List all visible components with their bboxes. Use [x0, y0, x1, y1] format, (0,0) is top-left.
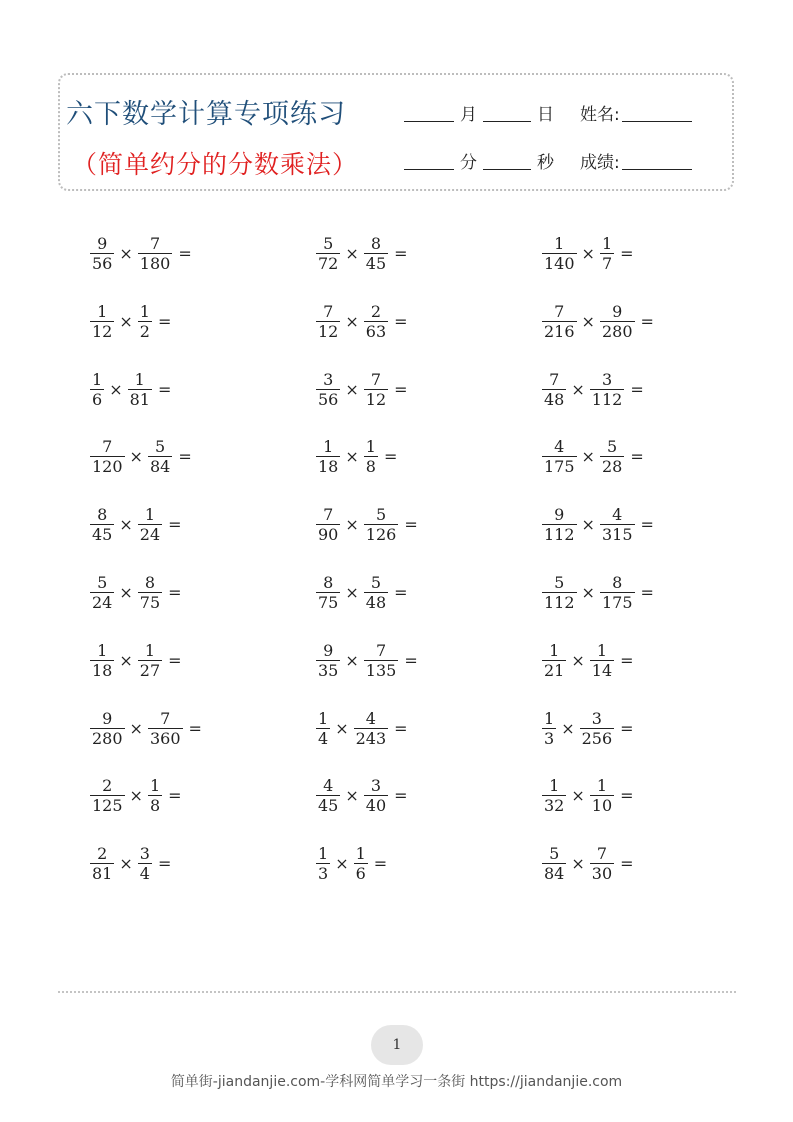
fraction — [90, 437, 125, 476]
numerator: 8 — [370, 234, 382, 253]
numerator: 3 — [591, 708, 602, 728]
numerator: 1 — [596, 776, 608, 796]
numerator: 2 — [102, 776, 113, 796]
numerator: 2 — [370, 301, 382, 321]
numerator: 1 — [92, 369, 103, 389]
denominator: 280 — [92, 728, 123, 748]
page-number: 1 — [371, 1025, 423, 1065]
equals-sign: = — [640, 515, 654, 535]
fraction — [542, 709, 556, 748]
equals-sign: = — [640, 583, 654, 602]
problem-item — [88, 776, 182, 815]
times-sign: × — [119, 583, 133, 602]
equals-sign: = — [640, 311, 654, 331]
problem-item — [88, 505, 182, 544]
fraction — [316, 641, 340, 680]
denominator: 84 — [544, 864, 565, 884]
numerator: 3 — [323, 369, 334, 389]
fraction — [600, 573, 635, 612]
fraction — [600, 437, 624, 476]
fraction — [600, 505, 635, 544]
denominator: 81 — [92, 864, 113, 884]
numerator: 3 — [139, 844, 150, 864]
times-sign: × — [129, 718, 143, 738]
equals-sign: = — [394, 244, 408, 263]
denominator: 126 — [365, 525, 397, 545]
equals-sign: = — [394, 583, 408, 602]
fraction — [148, 437, 172, 476]
equals-sign: = — [404, 650, 418, 670]
fraction — [542, 776, 566, 815]
fraction — [316, 437, 340, 476]
problem-item — [314, 234, 408, 273]
numerator: 1 — [144, 640, 156, 660]
times-sign: × — [345, 650, 359, 670]
numerator: 1 — [323, 437, 334, 457]
denominator: 40 — [365, 796, 387, 816]
times-sign: × — [581, 515, 595, 535]
numerator: 7 — [549, 369, 560, 389]
times-sign: × — [109, 379, 123, 399]
times-sign: × — [345, 583, 359, 602]
fraction — [542, 505, 577, 544]
numerator: 7 — [102, 437, 113, 457]
numerator: 8 — [612, 573, 623, 592]
fraction — [316, 573, 340, 612]
denominator: 48 — [544, 389, 565, 409]
equals-sign: = — [394, 311, 408, 331]
fraction — [90, 573, 114, 612]
denominator: 180 — [139, 254, 171, 273]
fraction — [600, 234, 614, 273]
denominator: 7 — [601, 254, 613, 273]
problem-item — [540, 844, 634, 883]
fraction — [580, 709, 615, 748]
denominator: 135 — [365, 660, 397, 680]
denominator: 24 — [139, 525, 161, 545]
numerator: 7 — [596, 844, 608, 864]
numerator: 5 — [549, 844, 560, 864]
fraction — [316, 844, 330, 883]
denominator: 35 — [318, 660, 339, 680]
fraction — [542, 844, 566, 883]
worksheet-title: 六下数学计算专项练习 — [66, 99, 346, 130]
denominator: 8 — [365, 457, 376, 477]
problem-item — [540, 573, 654, 612]
time-row — [404, 148, 698, 173]
denominator: 2 — [139, 321, 150, 341]
numerator: 7 — [149, 234, 161, 253]
fraction — [354, 844, 368, 883]
problem-item — [88, 302, 171, 341]
footer-text: 简单街-jiandanjie.com-学科网简单学习一条街 https://jiandanjie.com — [170, 1074, 623, 1090]
problem-item — [314, 505, 418, 544]
date-row — [404, 100, 698, 125]
denominator: 12 — [318, 321, 339, 341]
times-sign: × — [129, 786, 143, 806]
denominator: 175 — [544, 457, 575, 477]
bottom-divider — [58, 991, 736, 993]
numerator: 5 — [97, 573, 108, 592]
score-label: 成绩: — [580, 153, 620, 173]
times-sign: × — [345, 515, 359, 535]
times-sign: × — [345, 379, 359, 399]
equals-sign: = — [620, 854, 634, 874]
month-blank[interactable] — [404, 120, 454, 122]
equals-sign: = — [620, 718, 634, 738]
numerator: 1 — [318, 844, 329, 864]
numerator: 3 — [601, 369, 613, 389]
numerator: 5 — [375, 505, 387, 525]
problem-item — [88, 573, 182, 612]
equals-sign: = — [178, 244, 192, 263]
numerator: 1 — [318, 708, 329, 728]
problem-item — [88, 844, 171, 883]
problem-item — [314, 709, 408, 748]
denominator: 12 — [365, 389, 387, 409]
denominator: 56 — [318, 389, 339, 409]
times-sign: × — [345, 447, 359, 467]
problem-item — [88, 370, 171, 409]
denominator: 256 — [581, 728, 613, 748]
numerator: 1 — [365, 437, 376, 457]
numerator: 2 — [97, 844, 108, 864]
times-sign: × — [345, 786, 359, 806]
equals-sign: = — [620, 650, 634, 670]
fraction — [138, 505, 162, 544]
times-sign: × — [345, 311, 359, 331]
numerator: 5 — [554, 573, 565, 592]
denominator: 112 — [544, 593, 575, 612]
equals-sign: = — [394, 718, 408, 738]
problem-item — [314, 302, 408, 341]
numerator: 1 — [97, 301, 108, 321]
denominator: 3 — [544, 728, 555, 748]
equals-sign: = — [157, 379, 172, 399]
numerator: 1 — [144, 505, 156, 525]
equals-sign: = — [404, 515, 418, 535]
denominator: 45 — [365, 254, 387, 273]
denominator: 125 — [92, 796, 123, 816]
fraction — [542, 573, 577, 612]
denominator: 24 — [92, 593, 113, 612]
numerator: 9 — [612, 301, 623, 321]
numerator: 4 — [554, 437, 565, 457]
denominator: 12 — [92, 321, 113, 341]
numerator: 1 — [139, 301, 150, 321]
problem-item — [540, 776, 634, 815]
numerator: 7 — [160, 708, 171, 728]
denominator: 30 — [591, 864, 613, 884]
denominator: 4 — [139, 864, 150, 884]
numerator: 7 — [323, 505, 334, 525]
problem-item — [88, 641, 182, 680]
numerator: 9 — [97, 234, 108, 253]
denominator: 48 — [365, 593, 387, 612]
numerator: 5 — [370, 573, 382, 592]
problem-item — [314, 776, 408, 815]
fraction — [138, 302, 152, 341]
times-sign: × — [119, 244, 133, 263]
name-label: 姓名: — [580, 105, 620, 125]
denominator: 45 — [318, 796, 339, 816]
numerator: 4 — [365, 708, 376, 728]
denominator: 81 — [129, 389, 150, 409]
denominator: 120 — [92, 457, 123, 477]
numerator: 8 — [144, 573, 156, 592]
problem-item — [540, 641, 634, 680]
fraction — [364, 370, 388, 409]
denominator: 75 — [318, 593, 339, 612]
problem-item — [88, 437, 192, 476]
fraction — [316, 370, 340, 409]
fraction — [138, 573, 162, 612]
fraction — [148, 709, 183, 748]
problem-item — [314, 844, 387, 883]
equals-sign: = — [630, 447, 644, 467]
denominator: 8 — [149, 796, 161, 816]
problem-item — [540, 370, 644, 409]
fraction — [600, 302, 635, 341]
times-sign: × — [345, 244, 359, 263]
times-sign: × — [581, 583, 595, 602]
denominator: 140 — [544, 254, 575, 273]
minute-label: 分 — [460, 153, 477, 173]
score-blank[interactable] — [622, 168, 692, 170]
numerator: 1 — [149, 776, 161, 796]
fraction — [90, 844, 114, 883]
fraction — [364, 776, 388, 815]
denominator: 21 — [544, 660, 565, 680]
denominator: 18 — [92, 660, 113, 680]
equals-sign: = — [168, 786, 182, 806]
numerator: 4 — [323, 776, 334, 796]
fraction — [90, 302, 114, 341]
times-sign: × — [581, 447, 595, 467]
numerator: 1 — [596, 640, 608, 660]
day-label: 日 — [537, 105, 554, 125]
fraction — [590, 370, 625, 409]
fraction — [316, 709, 330, 748]
equals-sign: = — [157, 311, 172, 331]
denominator: 280 — [601, 321, 633, 341]
times-sign: × — [129, 447, 143, 467]
equals-sign: = — [394, 786, 408, 806]
times-sign: × — [571, 786, 585, 806]
equals-sign: = — [620, 244, 634, 263]
fraction — [90, 234, 114, 273]
problem-item — [540, 437, 644, 476]
fraction — [364, 302, 388, 341]
fraction — [90, 505, 114, 544]
day-blank[interactable] — [483, 120, 531, 122]
fraction — [364, 234, 388, 273]
fraction — [542, 370, 566, 409]
denominator: 175 — [601, 593, 633, 612]
numerator: 5 — [607, 437, 618, 457]
fraction — [138, 844, 152, 883]
numerator: 1 — [549, 640, 560, 660]
fraction — [316, 505, 340, 544]
equals-sign: = — [168, 650, 182, 670]
equals-sign: = — [383, 447, 398, 467]
fraction — [364, 437, 378, 476]
numerator: 9 — [554, 505, 565, 525]
denominator: 3 — [318, 864, 329, 884]
problem-item — [314, 641, 418, 680]
denominator: 216 — [544, 321, 575, 341]
denominator: 14 — [591, 660, 613, 680]
denominator: 28 — [601, 457, 623, 477]
denominator: 90 — [318, 525, 339, 545]
numerator: 8 — [323, 573, 334, 592]
denominator: 32 — [544, 796, 565, 816]
fraction — [354, 709, 389, 748]
fraction — [542, 437, 577, 476]
worksheet-subtitle: （简单约分的分数乘法） — [72, 150, 359, 179]
denominator: 360 — [149, 728, 181, 748]
times-sign: × — [119, 650, 133, 670]
fraction — [542, 302, 577, 341]
second-blank[interactable] — [483, 168, 531, 170]
minute-blank[interactable] — [404, 168, 454, 170]
numerator: 1 — [355, 844, 366, 864]
times-sign: × — [581, 244, 595, 263]
equals-sign: = — [620, 786, 634, 806]
times-sign: × — [561, 718, 575, 738]
times-sign: × — [335, 854, 349, 874]
numerator: 1 — [601, 234, 613, 253]
numerator: 3 — [370, 776, 382, 796]
problem-item — [314, 437, 397, 476]
fraction — [590, 844, 614, 883]
denominator: 4 — [318, 728, 329, 748]
denominator: 56 — [92, 254, 113, 273]
times-sign: × — [119, 311, 133, 331]
fraction — [364, 573, 388, 612]
denominator: 63 — [365, 321, 387, 341]
fraction — [590, 641, 614, 680]
times-sign: × — [571, 650, 585, 670]
problem-item — [314, 370, 408, 409]
fraction — [138, 234, 173, 273]
denominator: 84 — [149, 457, 171, 477]
denominator: 243 — [355, 728, 387, 748]
fraction — [542, 641, 566, 680]
numerator: 1 — [134, 369, 145, 389]
denominator: 6 — [355, 864, 366, 884]
equals-sign: = — [157, 854, 172, 874]
fraction — [138, 641, 162, 680]
denominator: 75 — [139, 593, 161, 612]
numerator: 9 — [323, 640, 334, 660]
numerator: 5 — [323, 234, 334, 253]
numerator: 9 — [102, 708, 113, 728]
numerator: 4 — [612, 505, 623, 525]
denominator: 18 — [318, 457, 339, 477]
numerator: 1 — [549, 776, 560, 796]
denominator: 72 — [318, 254, 339, 273]
times-sign: × — [581, 311, 595, 331]
equals-sign: = — [178, 447, 192, 467]
denominator: 315 — [601, 525, 633, 545]
fraction — [590, 776, 614, 815]
times-sign: × — [119, 854, 133, 874]
fraction — [90, 641, 114, 680]
problem-item — [88, 709, 202, 748]
problem-item — [540, 505, 654, 544]
numerator: 1 — [544, 708, 555, 728]
equals-sign: = — [394, 379, 408, 399]
equals-sign: = — [168, 515, 182, 535]
denominator: 10 — [591, 796, 613, 816]
numerator: 1 — [97, 640, 108, 660]
fraction — [364, 505, 399, 544]
denominator: 45 — [92, 525, 113, 545]
problem-item — [314, 573, 408, 612]
times-sign: × — [335, 718, 349, 738]
fraction — [364, 641, 399, 680]
name-blank[interactable] — [622, 120, 692, 122]
numerator: 7 — [370, 369, 382, 389]
fraction — [90, 370, 104, 409]
times-sign: × — [119, 515, 133, 535]
denominator: 27 — [139, 660, 161, 680]
fraction — [128, 370, 152, 409]
numerator: 7 — [554, 301, 565, 321]
problem-item — [540, 302, 654, 341]
fraction — [148, 776, 162, 815]
fraction — [542, 234, 577, 273]
fraction — [90, 709, 125, 748]
fraction — [316, 302, 340, 341]
fraction — [316, 234, 340, 273]
problem-item — [540, 234, 634, 273]
equals-sign: = — [373, 854, 388, 874]
problem-item — [540, 709, 634, 748]
month-label: 月 — [460, 105, 477, 125]
times-sign: × — [571, 379, 585, 399]
numerator: 7 — [323, 301, 334, 321]
fraction — [90, 776, 125, 815]
fraction — [316, 776, 340, 815]
numerator: 7 — [375, 640, 387, 660]
denominator: 112 — [591, 389, 623, 409]
numerator: 8 — [97, 505, 108, 525]
second-label: 秒 — [537, 153, 554, 173]
numerator: 5 — [155, 437, 166, 457]
numerator: 1 — [554, 234, 565, 253]
equals-sign: = — [630, 379, 644, 399]
denominator: 6 — [92, 389, 103, 409]
times-sign: × — [571, 854, 585, 874]
problem-item — [88, 234, 192, 273]
equals-sign: = — [168, 583, 182, 602]
denominator: 112 — [544, 525, 575, 545]
equals-sign: = — [188, 718, 202, 738]
